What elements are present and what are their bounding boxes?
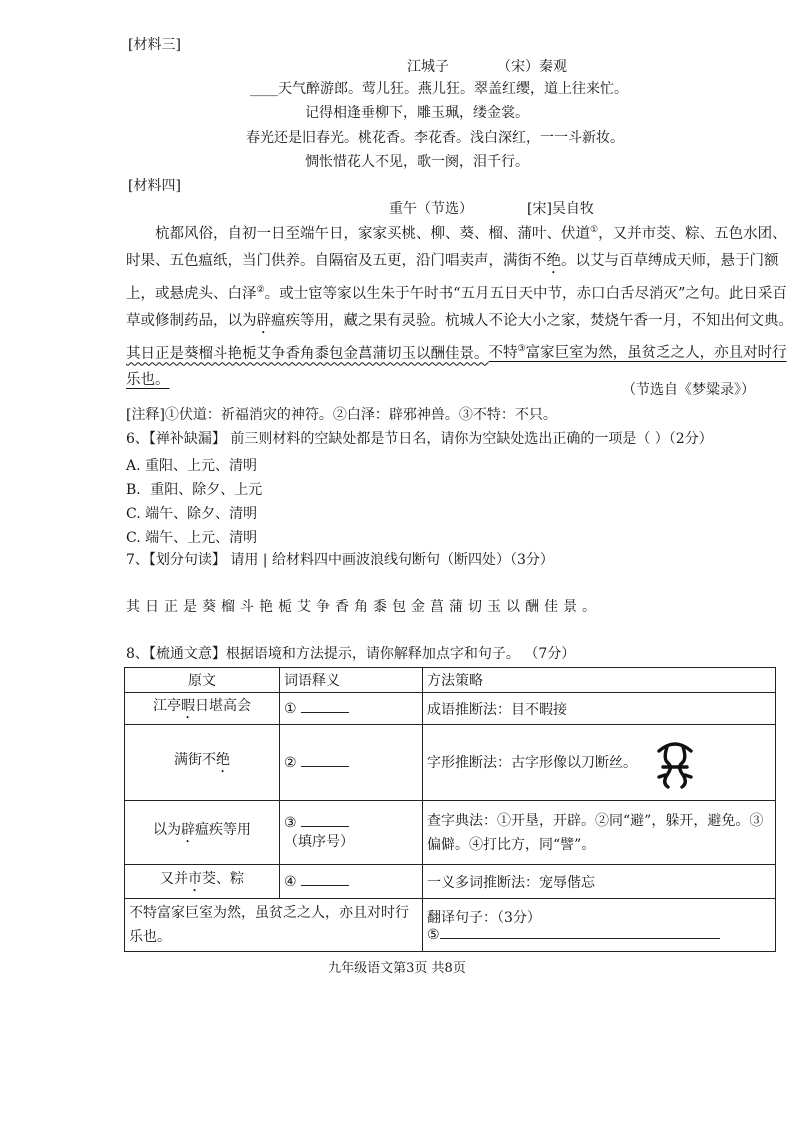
row3-answer[interactable]: ③ （填序号） xyxy=(280,801,423,865)
q7-stem: 7、【划分句读】 请用 | 给材料四中画波浪线句断句（断四处）（3分） xyxy=(126,552,554,568)
table-row xyxy=(125,899,776,952)
row3-strategy: 查字典法：①开垦，开辟。②同“避”，躲开，避免。③偏僻。④打比方，同“譬”。 xyxy=(423,801,776,865)
q6-option-c[interactable]: C. 端午、除夕、清明 xyxy=(126,506,258,522)
festival-blank[interactable]: ____ xyxy=(250,81,278,97)
material4-author: [宋]吴自牧 xyxy=(527,201,594,217)
row2-source: 满街不绝 xyxy=(125,725,280,801)
material4-source: （节选自《梦粱录》） xyxy=(622,382,755,398)
material3-line3: 春光还是旧春光。桃花香。李花香。浅白深红，一一斗新妆。 xyxy=(246,130,624,146)
header-strategy: 方法策略 xyxy=(423,668,776,693)
answer-blank[interactable] xyxy=(301,712,349,713)
header-source: 原文 xyxy=(125,668,280,693)
material3-author: （宋）秦观 xyxy=(497,59,567,75)
row3-source: 以为辟瘟疾等用 xyxy=(125,801,280,865)
ancient-jue-glyph-icon xyxy=(655,737,695,789)
table-row xyxy=(125,865,776,899)
q8-stem: 8、【梳通文意】根据语境和方法提示，请你解释加点字和句子。 （7分） xyxy=(126,646,576,662)
passage-text: 。或士宦等家以生朱于午时书“五月五日天中节，赤口白舌尽消灭”之句。此日采百草或修制药品，以为 xyxy=(126,285,787,329)
row1-answer[interactable]: ① xyxy=(280,693,423,725)
dotted-char: 辟 xyxy=(256,312,271,329)
table-header-row xyxy=(125,668,776,693)
material4-label: [材料四] xyxy=(128,178,181,194)
material4-notes: [注释]①伏道：祈福消灾的神符。②白泽：辟邪神兽。③不特：不只。 xyxy=(126,407,557,423)
material3-line1 xyxy=(250,78,628,98)
table-row xyxy=(125,693,776,725)
footnote-marker: ① xyxy=(590,225,599,235)
passage-text: 。以艾与百草缚成天师，悬于门额上，或悬虎头、白泽 xyxy=(126,252,779,302)
row2-answer[interactable]: ② xyxy=(280,725,423,801)
material3-line2: 记得相逢垂柳下，雕玉珮，缕金裳。 xyxy=(305,105,529,121)
translate-blank[interactable] xyxy=(440,938,720,939)
row4-strategy: 一义多词推断法：宠辱偕忘 xyxy=(423,865,776,899)
page-footer: 九年级语文第3页 共8页 xyxy=(328,961,466,976)
row1-strategy: 成语推断法：目不暇接 xyxy=(423,693,776,725)
dotted-char: 绝 xyxy=(546,252,561,269)
passage-text: 瘟疾等用，藏之果有灵验。杭城人不论大小之家，焚烧午香一月，不知出何文典。 xyxy=(271,312,793,329)
answer-blank[interactable] xyxy=(301,766,349,767)
material4-title: 重午（节选） xyxy=(389,201,473,217)
header-meaning: 词语释义 xyxy=(280,668,423,693)
table-row xyxy=(125,725,776,801)
q6-option-b[interactable]: B．重阳、除夕、上元 xyxy=(126,482,263,498)
row1-source: 江亭暇日堪高会 xyxy=(125,693,280,725)
passage-text: 杭都风俗，自初一日至端午日，家家买桃、柳、葵、榴、蒲叶、伏道 xyxy=(155,225,590,242)
translate-source: 不特富家巨室为然，虽贫乏之人，亦且对时行乐也。 xyxy=(125,899,423,952)
q8-table xyxy=(124,667,776,952)
poem-text: 天气醉游郎。莺儿狂。燕儿狂。翠盖红缨，道上往来忙。 xyxy=(278,81,628,97)
q6-option-d[interactable]: C. 端午、上元、清明 xyxy=(126,530,258,546)
q7-sentence[interactable]: 其日正是葵榴斗艳栀艾争香角黍包金菖蒲切玉以酬佳景。 xyxy=(126,599,601,615)
material3-line4: 惆怅惜花人不见，歌一阕，泪千行。 xyxy=(305,154,529,170)
translate-label: 翻译句子：（3分） xyxy=(427,910,541,926)
row4-answer[interactable]: ④ xyxy=(280,865,423,899)
wavy-underlined-sentence: 其日正是葵榴斗艳栀艾争香角黍包金菖蒲切玉以酬佳景。 xyxy=(126,345,489,362)
passage-text: ，又并市茭、粽、五色水团、时果、五色瘟纸，当门供养。自隔宿及五更，沿门唱卖声，满街不 xyxy=(126,225,787,269)
material3-title: 江城子 xyxy=(407,59,449,75)
material3-label: [材料三] xyxy=(128,37,181,53)
material4-passage xyxy=(126,217,794,394)
table-row xyxy=(125,801,776,865)
q6-stem: 6、【禅补缺漏】 前三则材料的空缺处都是节日名，请你为空缺处选出正确的一项是（ ）（2分） xyxy=(126,431,713,447)
translate-answer[interactable]: 翻译句子：（3分） ⑤ xyxy=(423,899,776,952)
row4-source: 又并市茭、粽 xyxy=(125,865,280,899)
answer-blank[interactable] xyxy=(301,826,349,827)
row2-strategy: 字形推断法：古字形像以刀断丝。 xyxy=(423,725,776,801)
footnote-marker: ② xyxy=(256,284,265,295)
footnote-marker: ③ xyxy=(517,344,526,355)
straight-underlined-sentence: 不特③富家巨室为然，虽贫乏之人，亦且对时行乐也。 xyxy=(126,344,787,389)
fill-number-hint: （填序号） xyxy=(284,833,354,850)
answer-blank[interactable] xyxy=(301,885,349,886)
q6-option-a[interactable]: A. 重阳、上元、清明 xyxy=(126,458,258,474)
